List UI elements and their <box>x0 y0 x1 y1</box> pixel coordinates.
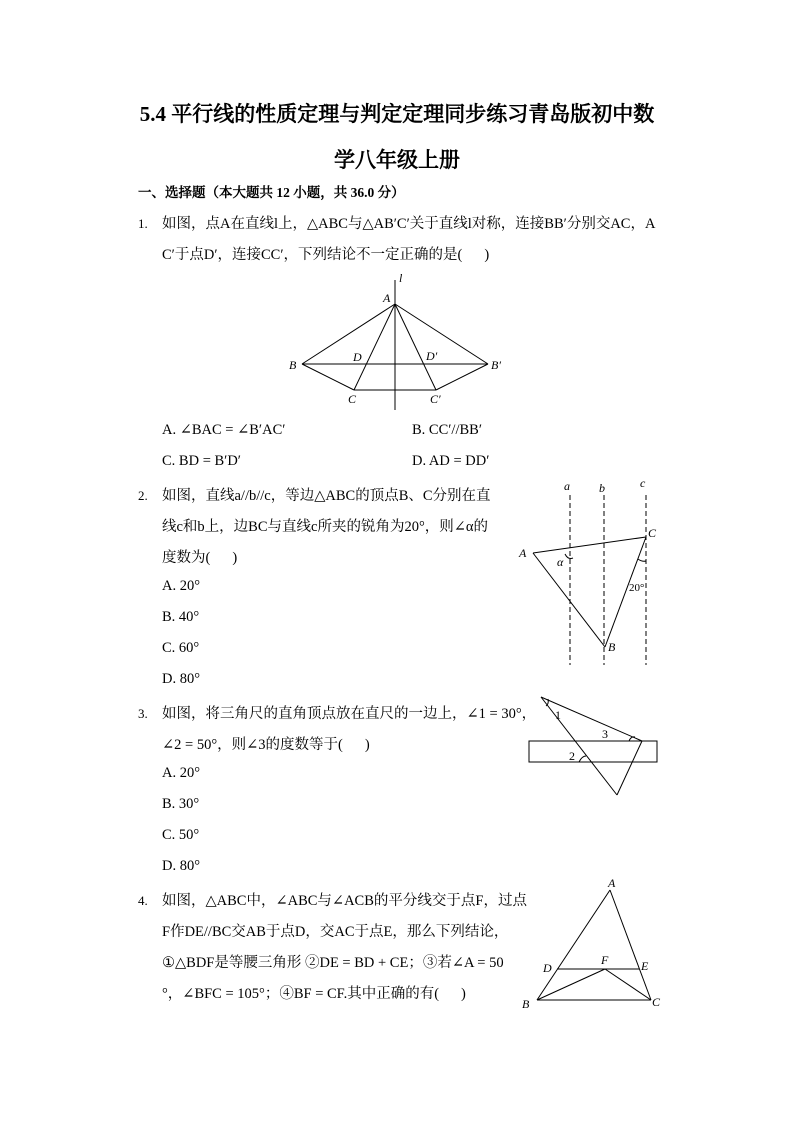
question-4-line-4-text: °，∠BFC = 105°；④BF = CF.其中正确的有( <box>162 986 440 1002</box>
question-1-figure <box>285 268 510 416</box>
question-4-line-4-close: ) <box>461 986 466 1002</box>
document-title-line1: 5.4 平行线的性质定理与判定定理同步练习青岛版初中数 <box>139 102 655 126</box>
q4-seg-AC <box>610 890 651 1000</box>
question-3-option-a[interactable]: A. 20° <box>162 765 201 781</box>
question-2-line-3-text: 度数为( <box>162 550 211 566</box>
section-heading: 一、选择题（本大题共 12 小题，共 36.0 分） <box>138 185 405 200</box>
question-1-option-b[interactable]: B. CC′//BB′ <box>412 422 483 438</box>
q4-label-D: D <box>543 961 552 975</box>
q2-label-20deg: 20° <box>629 582 645 594</box>
q3-triangle-edge-right <box>617 741 642 795</box>
q4-label-C: C <box>652 995 661 1009</box>
q3-angle-2-arc <box>579 756 586 762</box>
question-1-option-d[interactable]: D. AD = DD′ <box>412 453 490 469</box>
question-1-line-2 <box>162 243 489 264</box>
question-3-option-d[interactable]: D. 80° <box>162 858 201 874</box>
question-1-option-c[interactable]: C. BD = B′D′ <box>162 453 241 469</box>
question-1-line-1: 如图，点A在直线l上，△ABC与△AB′C′关于直线l对称，连接BB′分别交AC，A <box>162 216 656 232</box>
q1-label-D-prime: D′ <box>426 349 438 363</box>
q1-label-B-prime: B′ <box>491 358 501 372</box>
question-3-figure <box>525 693 661 801</box>
q3-ruler <box>529 741 657 762</box>
question-3-option-c[interactable]: C. 50° <box>162 827 200 843</box>
q3-label-3: 3 <box>602 727 608 741</box>
question-2-number: 2. <box>138 488 148 503</box>
q3-triangle-edge-left <box>541 697 617 795</box>
q1-seg-B-prime-C-prime <box>436 364 488 390</box>
question-4-line-4 <box>162 982 466 1003</box>
q1-label-C: C <box>348 392 357 406</box>
question-3-line-2-text: ∠2 = 50°，则∠3的度数等于( <box>162 737 343 753</box>
question-4-line-3: ①△BDF是等腰三角形 ②DE = BD + CE；③若∠A = 50 <box>162 955 504 971</box>
q3-label-2: 2 <box>569 749 575 763</box>
question-2-option-c[interactable]: C. 60° <box>162 640 200 656</box>
q1-seg-BC <box>302 364 354 390</box>
question-1-line-2-close: ) <box>484 247 490 263</box>
q2-label-b: b <box>599 481 605 495</box>
q1-label-B: B <box>289 358 297 372</box>
q2-angle-20-arc <box>638 559 646 561</box>
question-4-figure <box>515 875 667 1013</box>
q4-label-A: A <box>608 876 616 890</box>
question-2-line-3 <box>162 546 237 567</box>
q2-label-a: a <box>564 479 570 493</box>
q4-label-E: E <box>641 959 649 973</box>
question-1-option-a[interactable]: A. ∠BAC = ∠B′AC′ <box>162 422 286 438</box>
question-2-option-a[interactable]: A. 20° <box>162 578 201 594</box>
document-title-line2: 学八年级上册 <box>334 148 460 172</box>
q2-label-C: C <box>648 526 657 540</box>
q1-label-D: D <box>353 350 362 364</box>
question-3-line-2 <box>162 733 370 754</box>
question-4-line-1: 如图，△ABC中，∠ABC与∠ACB的平分线交于点F，过点 <box>162 893 527 909</box>
question-1-line-2-text: C′于点D′，连接CC′，下列结论不一定正确的是( <box>162 247 463 263</box>
q3-label-1: 1 <box>555 708 561 722</box>
question-2-line-2: 线c和b上，边BC与直线c所夹的锐角为20°，则∠α的 <box>162 519 489 535</box>
q2-seg-AC <box>533 537 646 553</box>
q2-angle-alpha-arc <box>565 554 573 559</box>
q1-label-A: A <box>383 291 391 305</box>
q2-label-alpha: α <box>557 555 564 569</box>
q4-label-F: F <box>601 953 609 967</box>
question-3-line-2-close: ) <box>364 737 370 753</box>
q1-label-l: l <box>399 271 403 285</box>
question-2-line-3-close: ) <box>232 550 238 566</box>
question-3-line-1: 如图，将三角尺的直角顶点放在直尺的一边上，∠1 = 30°， <box>162 706 537 722</box>
question-4-line-2: F作DE//BC交AB于点D，交AC于点E，那么下列结论， <box>162 924 509 940</box>
q2-label-c: c <box>640 476 646 490</box>
q2-label-A: A <box>519 546 527 560</box>
question-2-line-1: 如图，直线a//b//c，等边△ABC的顶点B、C分别在直 <box>162 488 491 504</box>
question-2-option-b[interactable]: B. 40° <box>162 609 200 625</box>
q2-label-B: B <box>608 640 616 654</box>
question-1-number: 1. <box>138 216 148 231</box>
q4-seg-CF <box>605 969 651 1000</box>
question-4-number: 4. <box>138 893 148 908</box>
q2-seg-AB <box>533 553 605 647</box>
question-2-figure <box>512 475 668 670</box>
q4-label-B: B <box>522 997 530 1011</box>
question-2-option-d[interactable]: D. 80° <box>162 671 201 687</box>
question-3-option-b[interactable]: B. 30° <box>162 796 200 812</box>
question-3-number: 3. <box>138 706 148 721</box>
q1-label-C-prime: C′ <box>430 392 441 406</box>
